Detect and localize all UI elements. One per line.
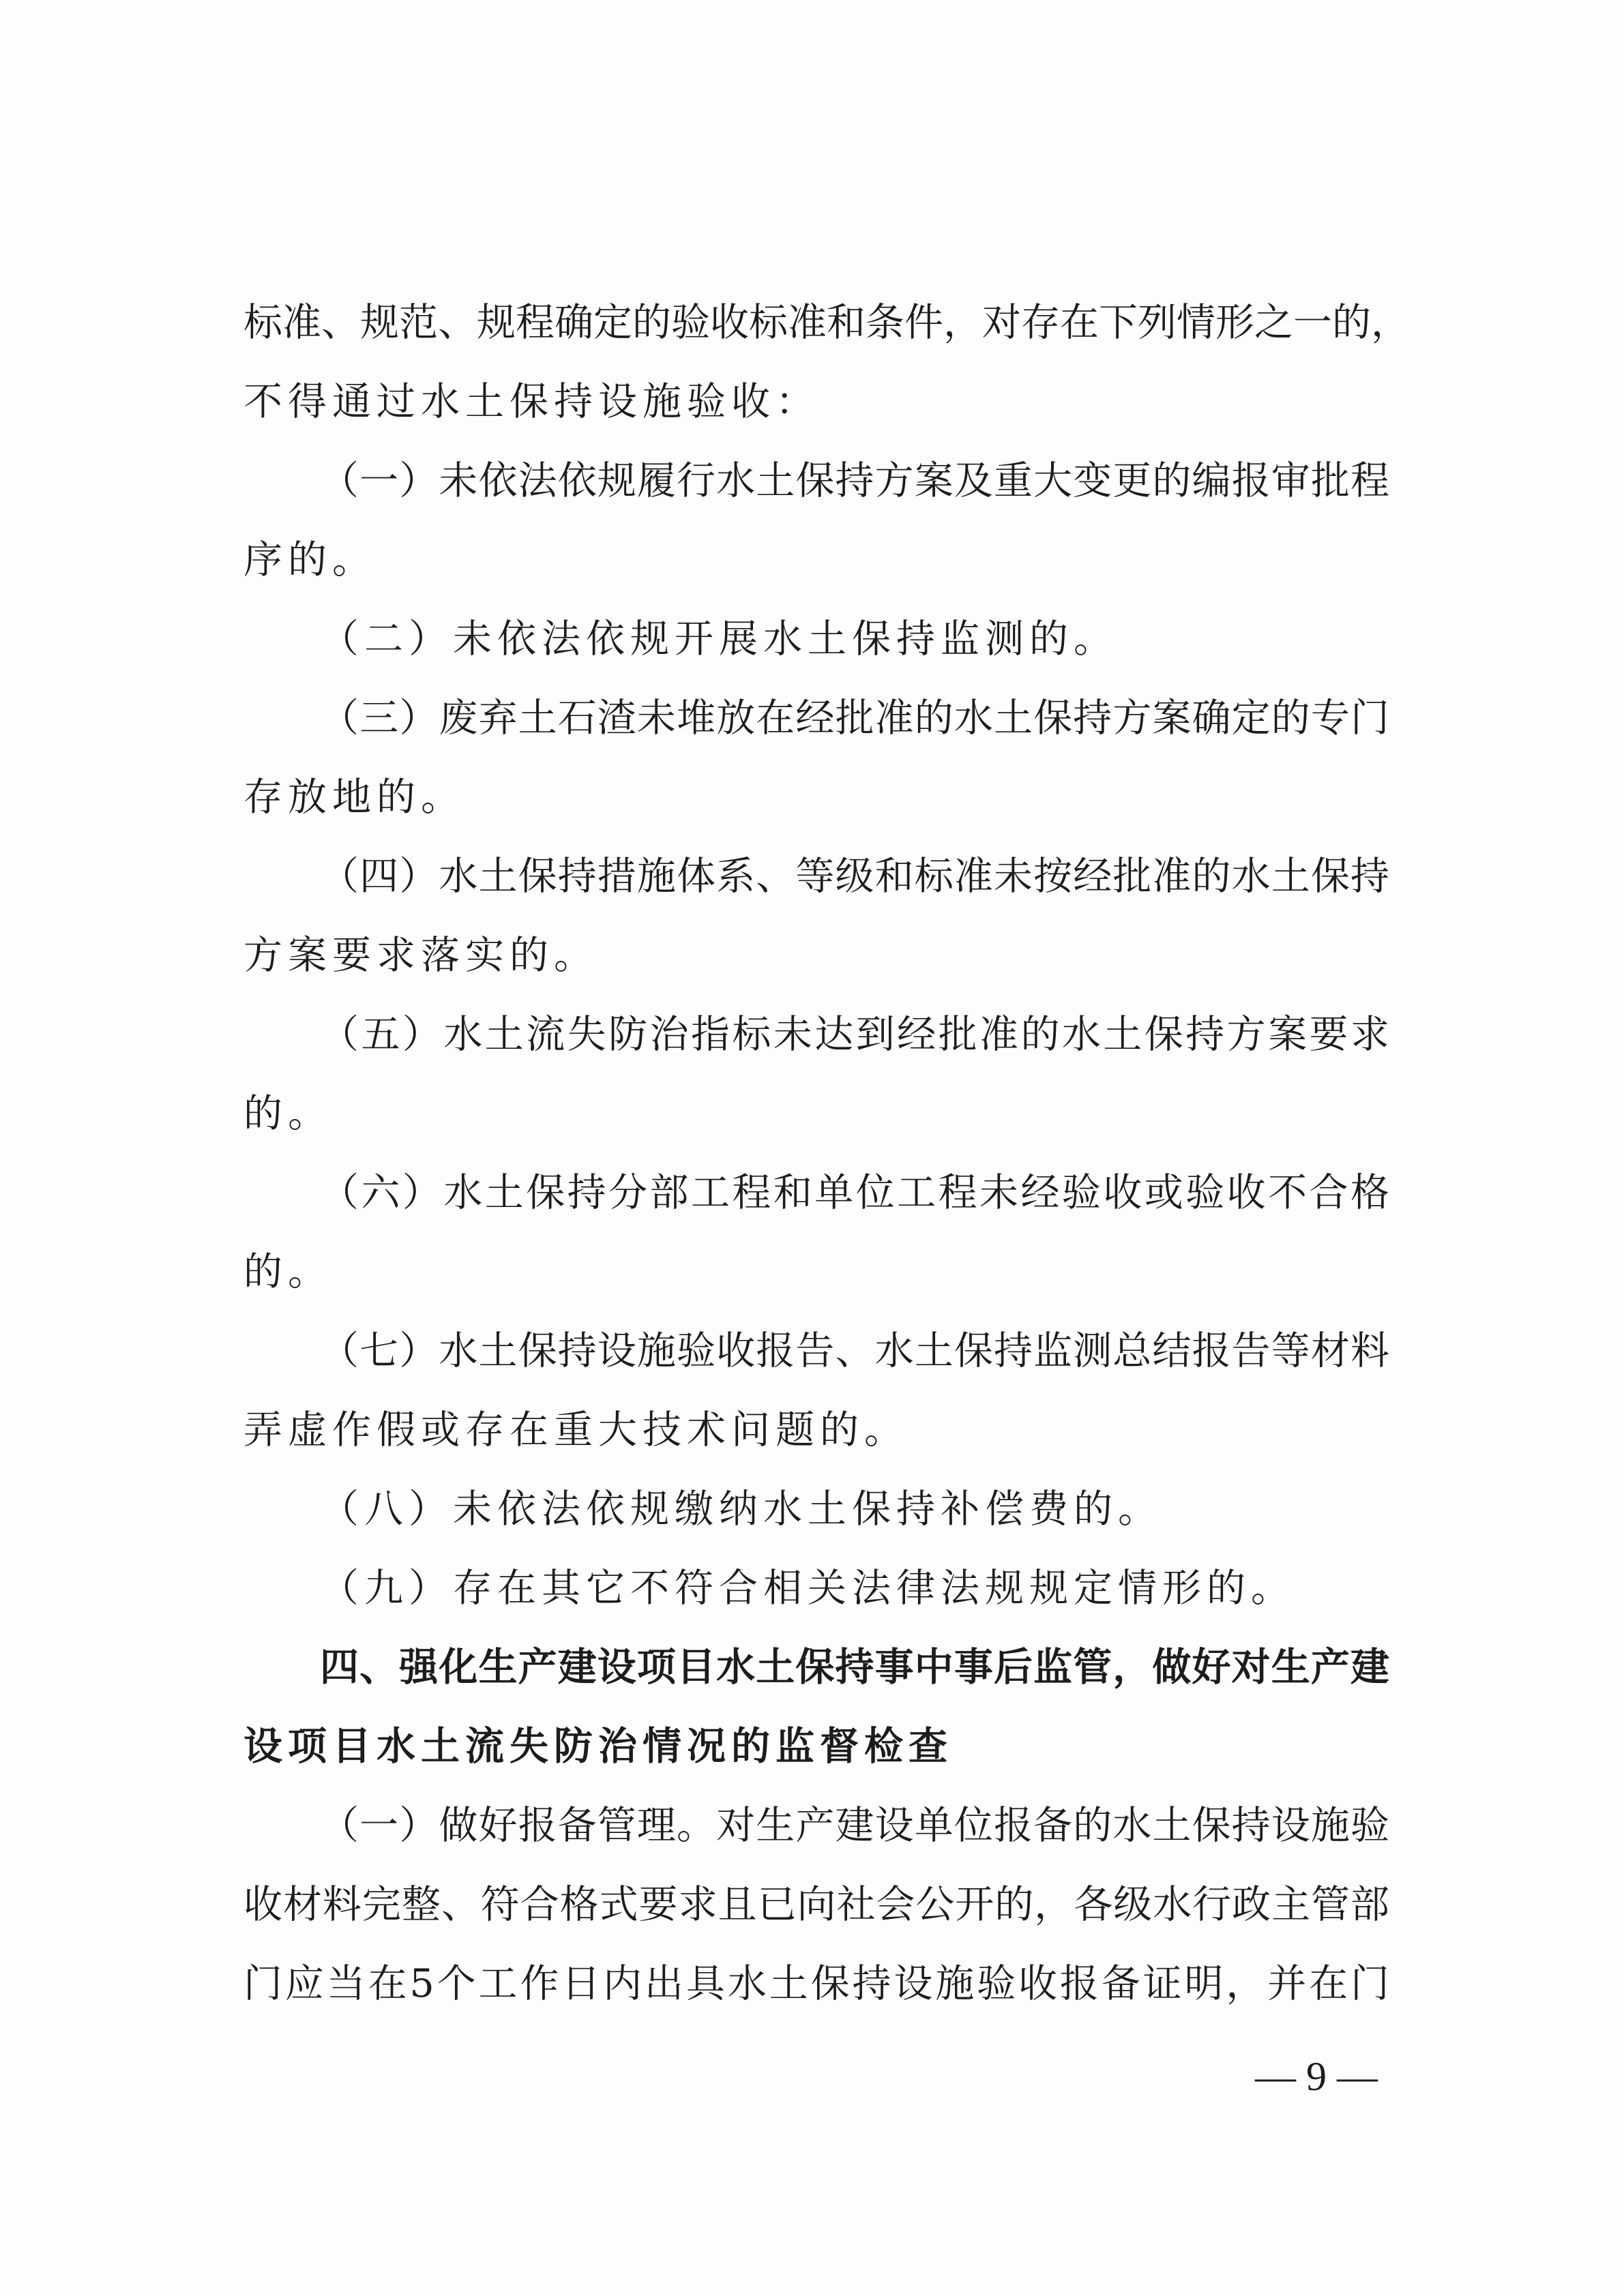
text-line: （四）水土保持措施体系、等级和标准未按经批准的水土保持 (320, 854, 1389, 899)
text-line: （九）存在其它不符合相关法律法规规定情形的。 (320, 1566, 1295, 1611)
text-line: 门应当在5个工作日内出具水土保持设施验收报备证明，并在门 (243, 1961, 1389, 2006)
text-line: 方案要求落实的。 (243, 933, 598, 978)
text-line: （一）做好报备管理。对生产建设单位报备的水土保持设施验 (320, 1803, 1389, 1848)
text-line: 的。 (243, 1249, 332, 1294)
text-line: 存放地的。 (243, 775, 465, 820)
text-line: 标准、规范、规程确定的验收标准和条件，对存在下列情形之一的， (243, 300, 1410, 345)
text-line: （五）水土流失防治指标未达到经批准的水土保持方案要求 (320, 1012, 1389, 1057)
section-heading-line: 设项目水土流失防治情况的监督检查 (243, 1723, 953, 1769)
section-heading-line: 四、强化生产建设项目水土保持事中事后监管，做好对生产建 (320, 1644, 1389, 1690)
body-text (243, 283, 1410, 2023)
text-line: 的。 (243, 1091, 332, 1136)
text-line: （三）废弃土石渣未堆放在经批准的水土保持方案确定的专门 (320, 696, 1389, 741)
text-line: （一）未依法依规履行水土保持方案及重大变更的编报审批程 (320, 458, 1389, 503)
text-line: （二）未依法依规开展水土保持监测的。 (320, 616, 1118, 661)
text-line: 收材料完整、符合格式要求且已向社会公开的，各级水行政主管部 (243, 1882, 1389, 1927)
page-number: — 9 — (1255, 2054, 1378, 2099)
text-line: （八）未依法依规缴纳水土保持补偿费的。 (320, 1487, 1162, 1532)
text-line: 弄虚作假或存在重大技术问题的。 (243, 1407, 909, 1452)
text-line: 序的。 (243, 537, 377, 582)
text-line: （六）水土保持分部工程和单位工程未经验收或验收不合格 (320, 1170, 1389, 1215)
text-line: （七）水土保持设施验收报告、水土保持监测总结报告等材料 (320, 1328, 1389, 1373)
text-line: 不得通过水土保持设施验收： (243, 379, 820, 424)
